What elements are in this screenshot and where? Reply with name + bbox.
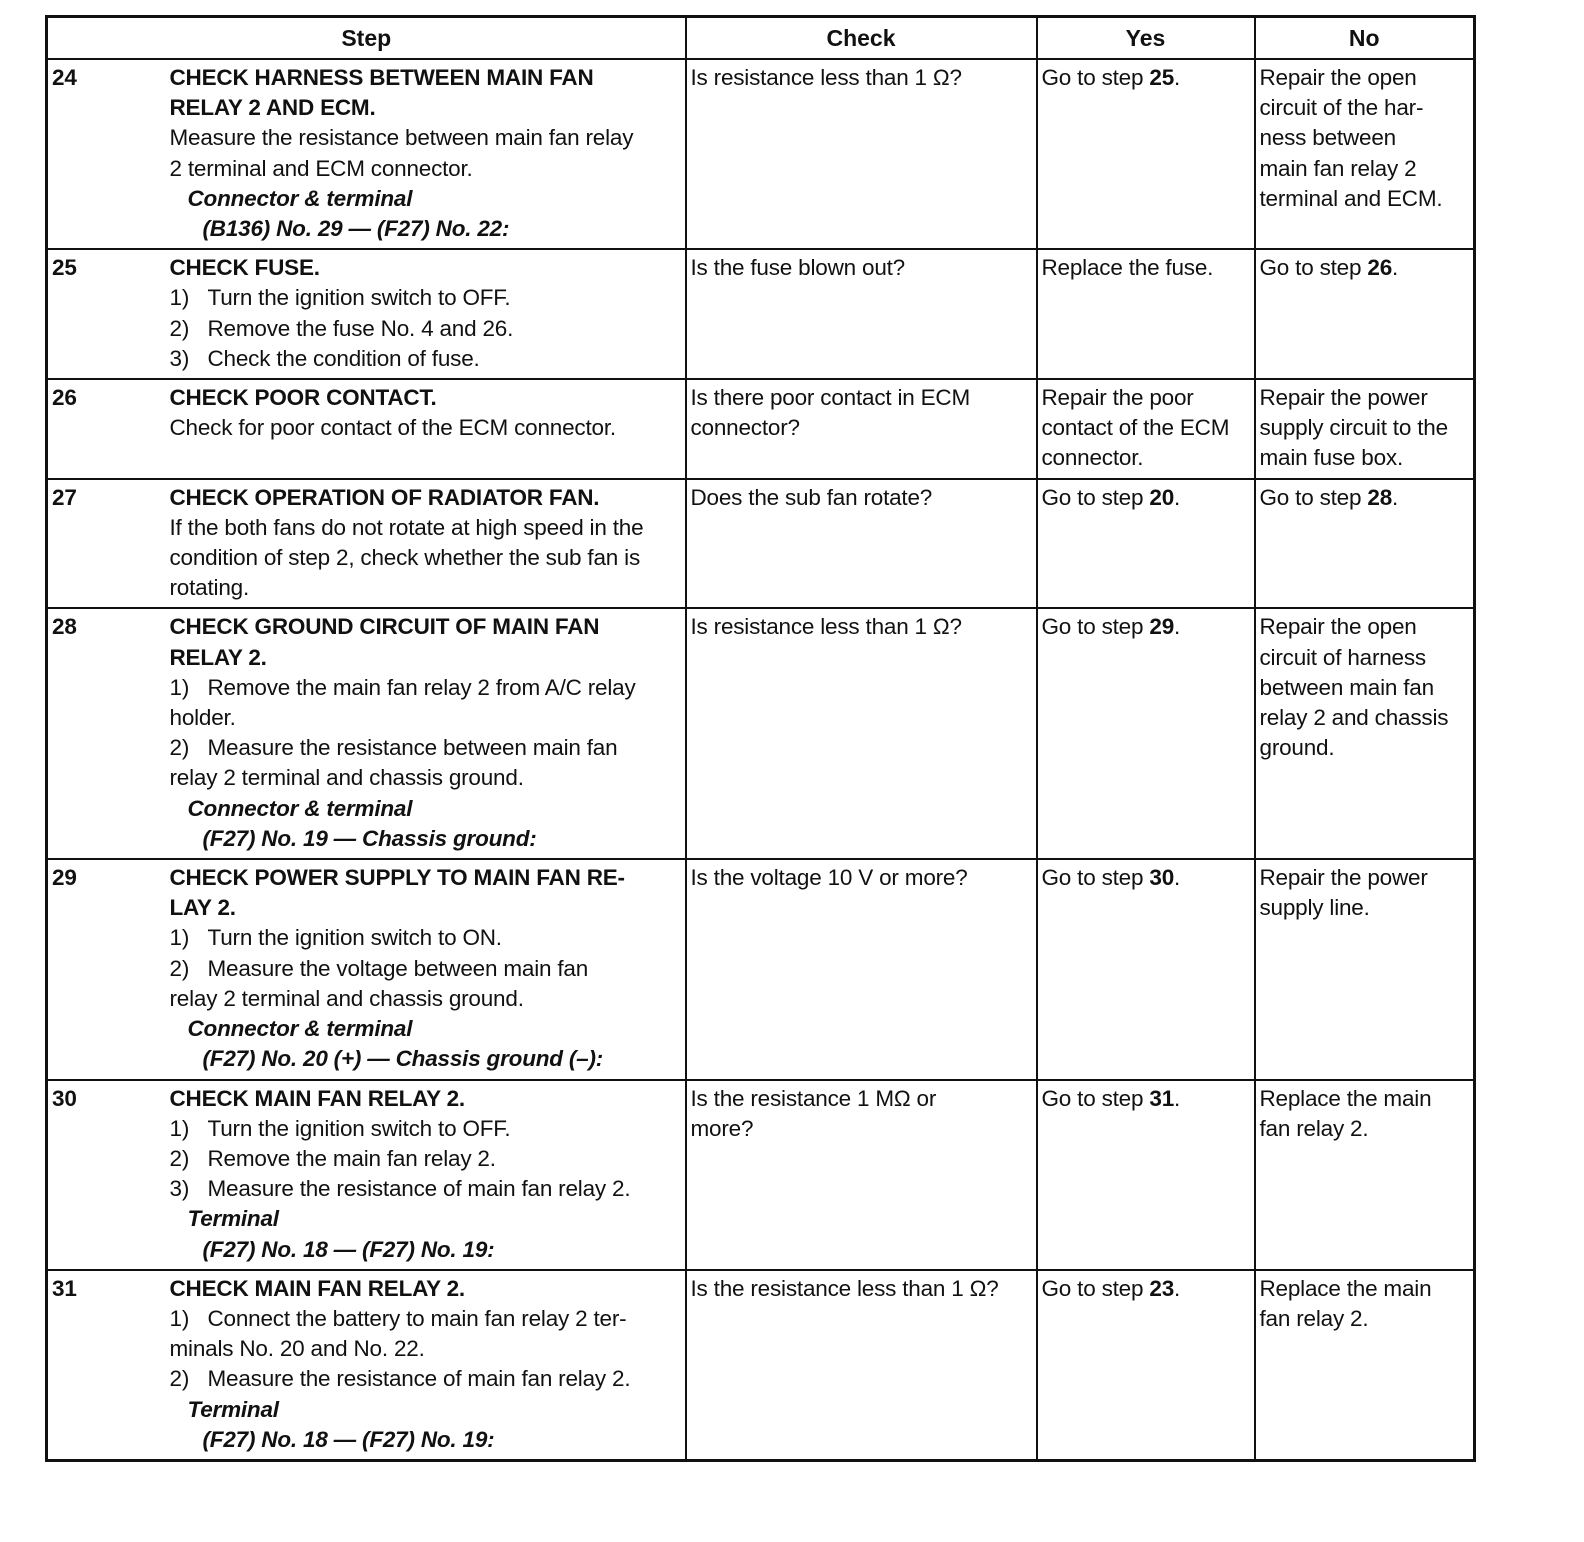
step-title-line: RELAY 2.	[169, 644, 267, 670]
table-row	[47, 379, 1475, 479]
check-line: Is there poor contact in ECM	[690, 385, 971, 411]
sub-item-index: 2)	[169, 1366, 190, 1392]
terminal-value: (F27) No. 18 — (F27) No. 19:	[202, 1426, 495, 1452]
no-line: supply circuit to the	[1259, 415, 1448, 441]
step-title: CHECK POOR CONTACT.	[169, 385, 437, 411]
header-yes: Yes	[1037, 17, 1255, 60]
yes-cell	[1037, 59, 1255, 249]
no-line: between main fan	[1259, 674, 1434, 700]
step-number: 26	[47, 379, 166, 479]
connector-label: Connector & terminal	[187, 795, 413, 821]
yes-prefix: Go to step	[1041, 1085, 1150, 1111]
yes-prefix: Go to step	[1041, 865, 1150, 891]
check-cell: Does the sub fan rotate?	[686, 479, 1037, 609]
yes-cell	[1037, 479, 1255, 609]
sub-item-text: Remove the main fan relay 2.	[207, 1145, 496, 1171]
yes-suffix: .	[1174, 484, 1181, 510]
step-title-line: CHECK GROUND CIRCUIT OF MAIN FAN	[169, 614, 600, 640]
yes-cell	[1037, 1270, 1255, 1461]
no-line: circuit of the har-	[1259, 95, 1424, 121]
sub-item-index: 2)	[169, 1145, 190, 1171]
step-title	[170, 863, 679, 923]
sub-item	[170, 1364, 679, 1394]
sub-item-index: 3)	[169, 1176, 190, 1202]
no-prefix: Go to step	[1259, 255, 1368, 281]
step-number: 31	[47, 1270, 166, 1461]
no-suffix: .	[1392, 484, 1399, 510]
step-body-line: If the both fans do not rotate at high speed in the	[169, 514, 644, 540]
no-line: ground.	[1259, 735, 1335, 761]
step-number: 24	[47, 59, 166, 249]
table-row	[47, 608, 1475, 859]
no-cell	[1255, 379, 1475, 479]
sub-item-text: Turn the ignition switch to ON.	[207, 925, 502, 951]
step-body-line: Check for poor contact of the ECM connector.	[169, 415, 616, 441]
no-line: terminal and ECM.	[1259, 185, 1443, 211]
sub-item-text: Turn the ignition switch to OFF.	[207, 1115, 511, 1141]
step-description	[166, 1080, 686, 1270]
sub-item-text: Measure the resistance of main fan relay 2.	[207, 1176, 631, 1202]
yes-suffix: .	[1174, 1275, 1181, 1301]
no-line: main fuse box.	[1259, 445, 1404, 471]
yes-step-ref: 29	[1149, 614, 1175, 640]
sub-item-text: Remove the fuse No. 4 and 26.	[207, 315, 514, 341]
step-title: CHECK OPERATION OF RADIATOR FAN.	[169, 484, 600, 510]
connector-label: Connector & terminal	[187, 1016, 413, 1042]
step-number: 28	[47, 608, 166, 859]
no-suffix: .	[1392, 255, 1399, 281]
connector-value: (B136) No. 29 — (F27) No. 22:	[202, 216, 510, 242]
step-title: CHECK FUSE.	[169, 255, 320, 281]
connector-value: (F27) No. 19 — Chassis ground:	[202, 825, 537, 851]
step-number: 27	[47, 479, 166, 609]
sub-item-text: Measure the voltage between main fan	[207, 955, 589, 981]
no-line: Replace the main	[1259, 1275, 1432, 1301]
no-line: fan relay 2.	[1259, 1115, 1369, 1141]
step-description	[166, 608, 686, 859]
yes-line: connector.	[1041, 445, 1144, 471]
step-number: 29	[47, 859, 166, 1079]
sub-item-text: Remove the main fan relay 2 from A/C relay	[207, 674, 636, 700]
yes-suffix: .	[1174, 1085, 1181, 1111]
sub-item-index: 1)	[169, 285, 190, 311]
check-cell: Is resistance less than 1 Ω?	[686, 59, 1037, 249]
yes-step-ref: 31	[1149, 1085, 1175, 1111]
table-row	[47, 479, 1475, 609]
check-cell	[686, 1080, 1037, 1270]
step-number: 25	[47, 249, 166, 379]
no-line: Replace the main	[1259, 1085, 1432, 1111]
yes-prefix: Go to step	[1041, 65, 1150, 90]
table-row	[47, 1270, 1475, 1461]
check-cell: Is the fuse blown out?	[686, 249, 1037, 379]
no-line: Repair the power	[1259, 385, 1428, 411]
terminal-label: Terminal	[187, 1206, 279, 1232]
check-line: connector?	[690, 415, 800, 441]
connector-label: Connector & terminal	[187, 185, 413, 211]
terminal-label: Terminal	[187, 1396, 279, 1422]
no-cell	[1255, 479, 1475, 609]
step-number: 30	[47, 1080, 166, 1270]
yes-suffix: .	[1174, 65, 1181, 90]
sub-item	[170, 1144, 679, 1174]
header-check: Check	[686, 17, 1037, 60]
step-title: CHECK MAIN FAN RELAY 2.	[169, 1085, 465, 1111]
sub-item	[170, 954, 679, 984]
step-description	[166, 379, 686, 479]
sub-item-text: Measure the resistance of main fan relay 2.	[207, 1366, 631, 1392]
no-line: ness between	[1259, 125, 1396, 151]
table-row	[47, 59, 1475, 249]
sub-item	[170, 673, 679, 703]
step-body-line: condition of step 2, check whether the sub fan is	[169, 545, 640, 571]
sub-item	[170, 283, 679, 313]
no-line: Repair the power	[1259, 865, 1428, 891]
check-line: more?	[690, 1115, 754, 1141]
no-line: main fan relay 2	[1259, 155, 1417, 181]
no-cell	[1255, 1270, 1475, 1461]
step-title	[170, 612, 679, 672]
yes-cell	[1037, 379, 1255, 479]
terminal-value: (F27) No. 18 — (F27) No. 19:	[202, 1236, 495, 1262]
yes-prefix: Go to step	[1041, 1275, 1150, 1301]
yes-suffix: .	[1174, 865, 1181, 891]
yes-step-ref: 20	[1149, 484, 1175, 510]
sub-item-index: 1)	[169, 1115, 190, 1141]
check-line: Is the resistance 1 MΩ or	[690, 1085, 937, 1111]
yes-cell: Replace the fuse.	[1037, 249, 1255, 379]
check-cell: Is the resistance less than 1 Ω?	[686, 1270, 1037, 1461]
table-row	[47, 859, 1475, 1079]
no-line: supply line.	[1259, 895, 1370, 921]
no-cell	[1255, 1080, 1475, 1270]
sub-item	[170, 1114, 679, 1144]
step-title: CHECK MAIN FAN RELAY 2.	[169, 1275, 465, 1301]
yes-prefix: Go to step	[1041, 614, 1150, 640]
no-step-ref: 26	[1367, 255, 1393, 281]
no-prefix: Go to step	[1259, 484, 1368, 510]
step-description	[166, 859, 686, 1079]
no-line: Repair the open	[1259, 614, 1417, 640]
table-row	[47, 249, 1475, 379]
step-title-line: LAY 2.	[169, 895, 236, 921]
table-header-row	[47, 17, 1475, 60]
step-body-line: 2 terminal and ECM connector.	[169, 155, 473, 181]
sub-item-index: 1)	[169, 674, 190, 700]
no-line: Repair the open	[1259, 65, 1417, 90]
sub-item	[170, 1304, 679, 1334]
step-description	[166, 479, 686, 609]
no-line: fan relay 2.	[1259, 1305, 1369, 1331]
sub-item-text: Connect the battery to main fan relay 2 ter-	[207, 1305, 627, 1331]
sub-item-text-cont: relay 2 terminal and chassis ground.	[169, 765, 524, 791]
yes-line: Repair the poor	[1041, 385, 1194, 411]
no-step-ref: 28	[1367, 484, 1393, 510]
check-cell: Is the voltage 10 V or more?	[686, 859, 1037, 1079]
step-title	[170, 63, 679, 123]
yes-suffix: .	[1174, 614, 1181, 640]
no-cell	[1255, 59, 1475, 249]
sub-item	[170, 923, 679, 953]
yes-cell	[1037, 859, 1255, 1079]
check-cell	[686, 379, 1037, 479]
sub-item-index: 2)	[169, 955, 190, 981]
sub-item-text: Turn the ignition switch to OFF.	[207, 285, 511, 311]
no-line: relay 2 and chassis	[1259, 705, 1449, 731]
sub-item-text-cont: relay 2 terminal and chassis ground.	[169, 985, 524, 1011]
sub-item	[170, 1174, 679, 1204]
yes-cell	[1037, 608, 1255, 859]
step-title-line: RELAY 2 AND ECM.	[169, 95, 376, 121]
sub-item	[170, 733, 679, 763]
step-description	[166, 1270, 686, 1461]
sub-item	[170, 314, 679, 344]
yes-step-ref: 25	[1149, 65, 1175, 90]
header-no: No	[1255, 17, 1475, 60]
yes-line: contact of the ECM	[1041, 415, 1230, 441]
step-title-line: CHECK POWER SUPPLY TO MAIN FAN RE-	[169, 865, 625, 891]
check-cell: Is resistance less than 1 Ω?	[686, 608, 1037, 859]
sub-item-text-cont: minals No. 20 and No. 22.	[169, 1336, 425, 1362]
sub-item-text-cont: holder.	[169, 705, 236, 731]
step-title-line: CHECK HARNESS BETWEEN MAIN FAN	[169, 65, 594, 90]
yes-step-ref: 30	[1149, 865, 1175, 891]
step-description	[166, 249, 686, 379]
no-cell	[1255, 859, 1475, 1079]
yes-step-ref: 23	[1149, 1275, 1175, 1301]
step-description	[166, 59, 686, 249]
step-body-line: rotating.	[169, 575, 249, 601]
no-cell	[1255, 608, 1475, 859]
header-step: Step	[47, 17, 686, 60]
sub-item-index: 1)	[169, 925, 190, 951]
sub-item	[170, 344, 679, 374]
no-line: circuit of harness	[1259, 644, 1426, 670]
sub-item-index: 3)	[169, 345, 190, 371]
diagnostic-procedure-sheet	[45, 15, 1473, 1462]
sub-item-text: Measure the resistance between main fan	[207, 735, 618, 761]
sub-item-index: 1)	[169, 1305, 190, 1331]
sub-item-text: Check the condition of fuse.	[207, 345, 480, 371]
yes-prefix: Go to step	[1041, 484, 1150, 510]
connector-value: (F27) No. 20 (+) — Chassis ground (–):	[202, 1046, 604, 1072]
sub-item-index: 2)	[169, 315, 190, 341]
step-body-line: Measure the resistance between main fan relay	[169, 125, 634, 151]
yes-cell	[1037, 1080, 1255, 1270]
no-cell	[1255, 249, 1475, 379]
table-row	[47, 1080, 1475, 1270]
sub-item-index: 2)	[169, 735, 190, 761]
diagnostic-table	[45, 15, 1476, 1462]
